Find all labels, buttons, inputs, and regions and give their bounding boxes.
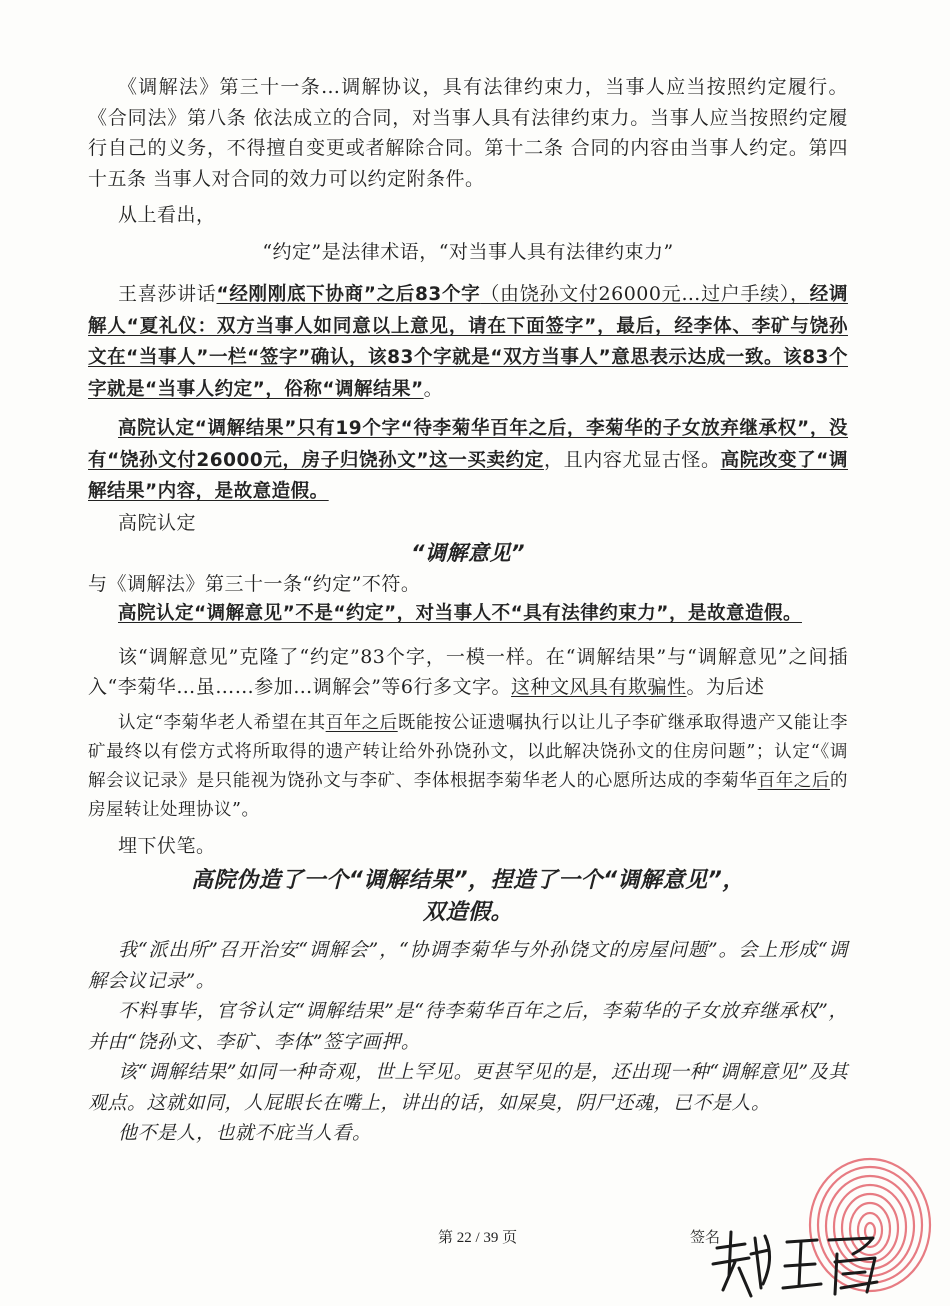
p5-text-a: 高院认定“调解结果”只有19个字“待李菊华百年之后，李菊华的子女放弃继承权”，没有“饶孙文付26000元，房子归饶孙文”这一买卖约定 <box>88 418 848 471</box>
p11-text-a: 认定“李菊华老人希望在其 <box>118 712 326 733</box>
p10-text-c: 。为后述 <box>686 676 765 698</box>
paragraph-deliberate-fake: 高院认定“调解意见”不是“约定”，对当事人不“具有法律约束力”，是故意造假。 <box>118 603 802 624</box>
signature-label: 签名 <box>690 1230 721 1246</box>
p11-text-c: 既能按公证遗嘱执行以让儿子李矿继承取得遗产又能让李矿最终以有偿方式将所取得的遗产转让给外孙饶孙文，以此解决饶孙文的住房问题”；认定“《调解会议记录》是只能视为饶孙文与李矿、李体根据李菊华老人的心愿所达成的李菊华 <box>88 712 849 791</box>
p4-text-d: 经调解人“夏礼仪：双方当事人如同意以上意见，请在下面签字”，最后，经李体、李矿与饶孙文在“当事人”一栏“签字”确认，该83个字就是“双方当事人”意思表示达成一致。该83个字就是“当事人约定”，俗称“调解结果” <box>88 284 848 400</box>
p10-text-b: 这种文风具有欺骗性 <box>511 676 687 698</box>
handwritten-signature <box>705 1218 885 1303</box>
heading-double-fake-line1: 高院伪造了一个“调解结果”，捏造了一个“调解意见”， <box>191 868 745 893</box>
paragraph-foreshadow: 埋下伏笔。 <box>118 834 216 857</box>
paragraph-wang-speech <box>88 279 848 405</box>
paragraph-law-citation: 《调解法》第三十一条…调解协议，具有法律约束力，当事人应当按照约定履行。《合同法》第八条 依法成立的合同，对当事人具有法律约束力。当事人应当按照约定履行自己的义务，不得擅自变更或者解除合同。第十二条 合同的内容由当事人约定。第四十五条 当事人对合同的效力可以约定附条件。 <box>88 76 848 190</box>
paragraph-official-ruling: 不料事毕，官爷认定“调解结果”是“待李菊华百年之后，李菊华的子女放弃继承权”，并由“饶孙文、李矿、李体”签字画押。 <box>88 1000 848 1053</box>
p11-text-d: 百年之后 <box>757 770 830 791</box>
paragraph-conclusion-intro: 从上看出， <box>118 204 216 226</box>
heading-double-fake-line2: 双造假。 <box>422 900 513 925</box>
p5-text-b: ，且内容尤显古怪。 <box>543 448 721 471</box>
p11-text-e: 的房屋转让处理协议”。 <box>88 770 848 820</box>
heading-mediation-opinion: “调解意见” <box>410 541 526 565</box>
paragraph-clone <box>88 642 848 703</box>
p4-text-c: （由饶孙文付26000元…过户手续）， <box>480 283 810 305</box>
paragraph-quote-ruling <box>88 709 848 825</box>
p4-text-b: “经刚刚底下协商”之后83个字 <box>216 284 481 305</box>
paragraph-not-conform: 与《调解法》第三十一条“约定”不符。 <box>88 572 421 595</box>
p4-text-a: 王喜莎讲话 <box>118 283 217 305</box>
p10-text-a: 该“调解意见”克隆了“约定”83个字，一模一样。在“调解结果”与“调解意见”之间插入“李菊华…虽……参加…调解会”等6行多文字。 <box>88 645 848 698</box>
paragraph-high-court-result <box>88 413 848 508</box>
page-number: 第 22 / 39 页 <box>438 1230 518 1246</box>
p4-text-e: 。 <box>423 377 444 400</box>
paragraph-police-station: 我“派出所”召开治安“调解会”，“协调李菊华与外孙饶文的房屋问题”。会上形成“调解会议记录”。 <box>88 939 848 992</box>
paragraph-high-court-affirm: 高院认定 <box>118 511 197 534</box>
paragraph-definition: “约定”是法律术语，“对当事人具有法律约束力” <box>262 240 674 263</box>
p5-text-c: 高院改变了“调解结果”内容，是故意造假。 <box>88 449 848 502</box>
p11-text-b: 百年之后 <box>325 712 398 733</box>
paragraph-final: 他不是人，也就不庇当人看。 <box>118 1122 372 1144</box>
body-text <box>88 72 848 1149</box>
paragraph-spectacle: 该“调解结果”如同一种奇观，世上罕见。更甚罕见的是，还出现一种“调解意见”及其观点。这就如同，人屁眼长在嘴上，讲出的话，如屎臭，阴尸还魂，已不是人。 <box>88 1061 848 1114</box>
